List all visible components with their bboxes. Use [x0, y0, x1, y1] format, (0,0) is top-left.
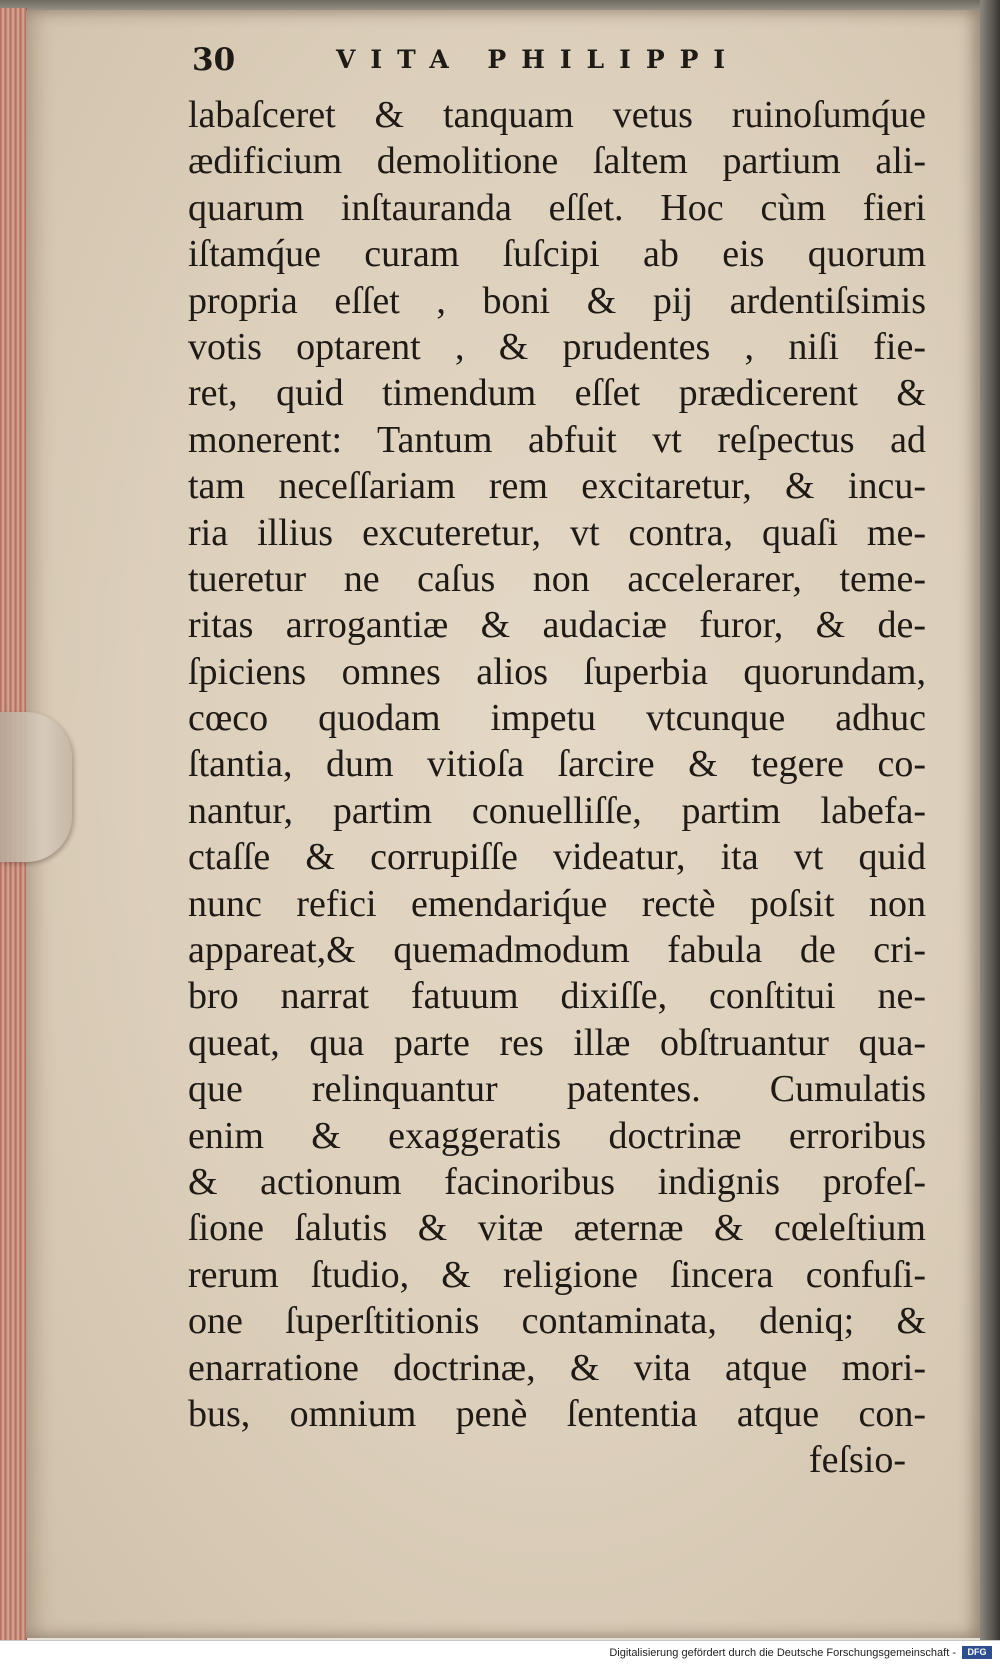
- dfg-logo: DFG: [962, 1646, 992, 1659]
- text-line: tueretur ne caſus non accelerarer, teme-: [188, 557, 926, 600]
- text-line: & actionum facinoribus indignis profeſ-: [188, 1160, 926, 1203]
- catchword: feſsio-: [808, 1439, 906, 1482]
- text-line: que relinquantur patentes. Cumulatis: [188, 1068, 926, 1111]
- text-line: one ſuperſtitionis contaminata, deniq; &: [188, 1300, 926, 1343]
- funding-credit: Digitalisierung gefördert durch die Deutsche Forschungsgemeinschaft -: [609, 1647, 956, 1659]
- running-head: [192, 40, 812, 80]
- header-title: VITA PHILIPPI: [336, 45, 741, 74]
- text-line: ritas arrogantiæ & audaciæ furor, & de-: [188, 604, 926, 647]
- text-line: ſpiciens omnes alios ſuperbia quorundam,: [188, 650, 926, 693]
- text-line: nunc refici emendariq́ue rectè poſsit non: [188, 882, 926, 925]
- page-number: 30: [192, 42, 236, 78]
- text-line: rerum ſtudio, & religione ſincera confuſi-: [188, 1253, 926, 1296]
- text-line: nantur, partim conuelliſſe, partim labefa-: [188, 789, 926, 832]
- digitization-footer: [0, 1640, 1000, 1665]
- text-line: labaſceret & tanquam vetus ruinoſumq́ue: [188, 94, 926, 136]
- scan-background-right: [980, 0, 1000, 1640]
- text-line: ria illius excuteretur, vt contra, quaſi me-: [188, 511, 926, 554]
- text-block: [188, 92, 926, 1484]
- text-line: iſtamq́ue curam ſuſcipi ab eis quorum: [188, 233, 926, 276]
- text-line: votis optarent , & prudentes , niſi fie-: [188, 325, 926, 368]
- text-line: propria eſſet , boni & pij ardentiſsimis: [188, 279, 926, 322]
- text-line: quarum inſtauranda eſſet. Hoc cùm fieri: [188, 186, 926, 229]
- text-line: appareat,& quemadmodum fabula de cri-: [188, 929, 926, 972]
- text-line: ædificium demolitione ſaltem partium ali-: [188, 140, 926, 183]
- text-line: ret, quid timendum eſſet prædicerent &: [188, 372, 926, 415]
- text-line: enim & exaggeratis doctrinæ erroribus: [188, 1114, 926, 1157]
- text-line: ctaſſe & corrupiſſe videatur, ita vt quid: [188, 836, 926, 879]
- text-line: cœco quodam impetu vtcunque adhuc: [188, 697, 926, 740]
- text-line: bus, omnium penè ſententia atque con-: [188, 1392, 926, 1435]
- text-line: ſione ſalutis & vitæ æternæ & cœleſtium: [188, 1207, 926, 1250]
- text-line: ſtantia, dum vitioſa ſarcire & tegere co-: [188, 743, 926, 786]
- text-line: monerent: Tantum abfuit vt reſpectus ad: [188, 418, 926, 461]
- text-line: enarratione doctrinæ, & vita atque mori-: [188, 1346, 926, 1389]
- text-line: bro narrat fatuum dixiſſe, conſtitui ne-: [188, 975, 926, 1018]
- text-line: tam neceſſariam rem excitaretur, & incu-: [188, 465, 926, 508]
- book-clip: [0, 712, 72, 862]
- text-line: queat, qua parte res illæ obſtruantur qua-: [188, 1021, 926, 1064]
